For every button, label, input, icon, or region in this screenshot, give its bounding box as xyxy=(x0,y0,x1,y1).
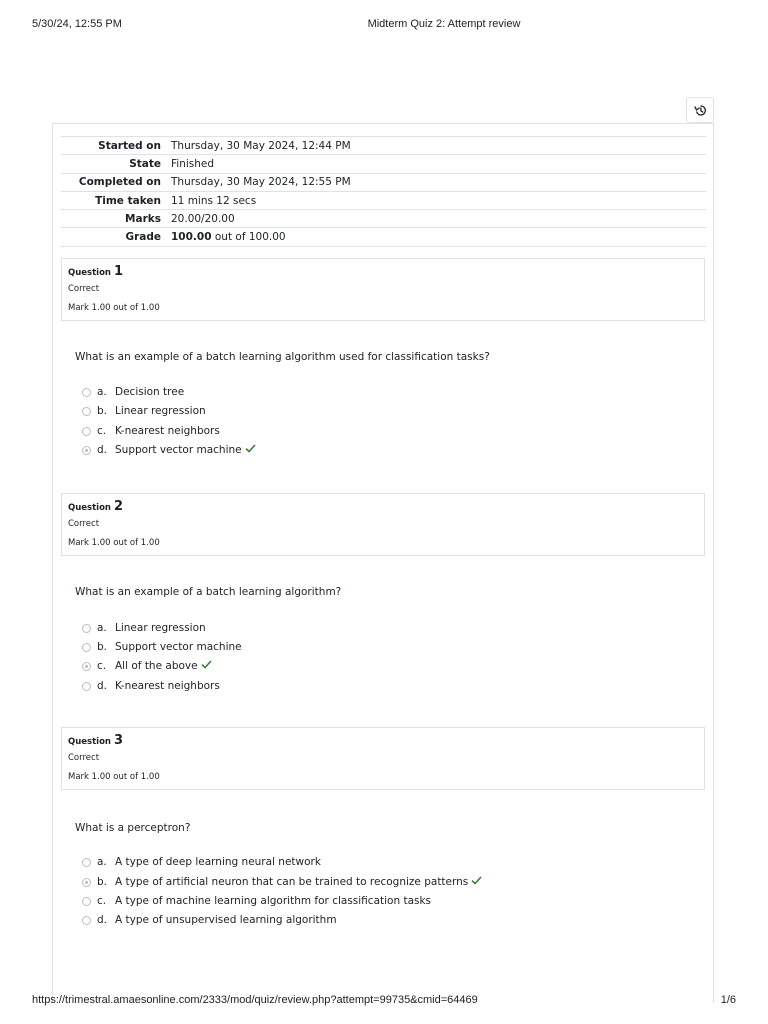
answer-option[interactable] xyxy=(82,425,220,437)
question-mark: Mark 1.00 out of 1.00 xyxy=(68,772,160,782)
answer-letter: d. xyxy=(97,680,108,692)
answer-letter: a. xyxy=(97,622,107,634)
answer-label: Support vector machine xyxy=(115,444,242,456)
radio-button[interactable] xyxy=(82,916,91,925)
question-number: Question 3 xyxy=(68,733,123,748)
radio-button-selected[interactable] xyxy=(82,878,91,887)
radio-button[interactable] xyxy=(82,407,91,416)
question-text: What is a perceptron? xyxy=(75,822,191,834)
answer-letter: b. xyxy=(97,876,108,888)
summary-value: Thursday, 30 May 2024, 12:44 PM xyxy=(171,139,351,152)
summary-row-grade xyxy=(61,228,706,246)
answer-option[interactable] xyxy=(82,680,220,692)
answer-letter: c. xyxy=(97,660,107,672)
question-info-box xyxy=(61,493,705,556)
question-number: Question 2 xyxy=(68,499,123,514)
summary-value xyxy=(167,228,706,246)
question-state: Correct xyxy=(68,519,100,529)
answer-option[interactable] xyxy=(82,386,184,398)
summary-row-marks xyxy=(61,210,706,228)
print-url: https://trimestral.amaesonline.com/2333/mod/quiz/review.php?attempt=99735&cmid=64469 xyxy=(32,994,478,1006)
radio-button[interactable] xyxy=(82,643,91,652)
radio-button-selected[interactable] xyxy=(82,662,91,671)
check-icon xyxy=(245,444,256,456)
radio-button-selected[interactable] xyxy=(82,446,91,455)
question-info-box xyxy=(61,258,705,321)
summary-label: Marks xyxy=(125,212,161,225)
answer-letter: d. xyxy=(97,444,108,456)
answer-label: A type of machine learning algorithm for classification tasks xyxy=(115,895,432,907)
summary-value: Finished xyxy=(171,157,215,170)
answer-option[interactable] xyxy=(82,914,337,926)
summary-row-completed xyxy=(61,173,706,191)
summary-value: 20.00/20.00 xyxy=(171,212,235,225)
summary-label: State xyxy=(129,157,161,170)
grade-value: 100.00 xyxy=(171,231,212,244)
answer-option[interactable] xyxy=(82,660,212,672)
question-state: Correct xyxy=(68,753,100,763)
answer-letter: b. xyxy=(97,405,108,417)
summary-row-started xyxy=(61,137,706,155)
question-info-box xyxy=(61,727,705,790)
radio-button[interactable] xyxy=(82,897,91,906)
question-text: What is an example of a batch learning algorithm used for classification tasks? xyxy=(75,351,490,363)
answer-letter: a. xyxy=(97,386,107,398)
check-icon xyxy=(471,876,482,888)
summary-label: Started on xyxy=(98,139,161,152)
radio-button[interactable] xyxy=(82,624,91,633)
summary-row-time-taken xyxy=(61,191,706,209)
summary-value: Thursday, 30 May 2024, 12:55 PM xyxy=(171,176,351,189)
summary-label: Completed on xyxy=(78,176,161,189)
summary-label: Grade xyxy=(125,231,161,244)
summary-value: 11 mins 12 secs xyxy=(171,194,257,207)
answer-letter: b. xyxy=(97,641,108,653)
summary-label: Time taken xyxy=(95,194,161,207)
answer-letter: c. xyxy=(97,425,107,437)
answer-label: Linear regression xyxy=(115,405,206,417)
answer-letter: d. xyxy=(97,914,108,926)
answer-label: Linear regression xyxy=(115,622,206,634)
answer-label: A type of artificial neuron that can be trained to recognize patterns xyxy=(115,876,469,888)
summary-row-state xyxy=(61,155,706,173)
answer-option[interactable] xyxy=(82,856,321,868)
answer-option[interactable] xyxy=(82,876,482,888)
radio-button[interactable] xyxy=(82,427,91,436)
answer-label: K-nearest neighbors xyxy=(115,680,220,692)
answer-label: Support vector machine xyxy=(115,641,242,653)
history-button[interactable] xyxy=(686,97,714,123)
question-text: What is an example of a batch learning algorithm? xyxy=(75,586,342,598)
question-mark: Mark 1.00 out of 1.00 xyxy=(68,303,160,313)
radio-button[interactable] xyxy=(82,388,91,397)
answer-option[interactable] xyxy=(82,405,206,417)
answer-letter: c. xyxy=(97,895,107,907)
question-number: Question 1 xyxy=(68,264,123,279)
print-datetime: 5/30/24, 12:55 PM xyxy=(32,18,122,30)
answer-label: All of the above xyxy=(115,660,198,672)
answer-letter: a. xyxy=(97,856,107,868)
answer-option[interactable] xyxy=(82,895,431,907)
review-page-frame xyxy=(52,123,714,1003)
answer-label: K-nearest neighbors xyxy=(115,425,220,437)
radio-button[interactable] xyxy=(82,858,91,867)
check-icon xyxy=(201,660,212,672)
answer-option[interactable] xyxy=(82,641,242,653)
history-icon xyxy=(694,104,707,117)
answer-label: A type of deep learning neural network xyxy=(115,856,321,868)
attempt-summary-table xyxy=(61,136,706,247)
radio-button[interactable] xyxy=(82,682,91,691)
question-mark: Mark 1.00 out of 1.00 xyxy=(68,538,160,548)
print-title: Midterm Quiz 2: Attempt review xyxy=(367,18,521,30)
answer-option[interactable] xyxy=(82,622,206,634)
answer-label: A type of unsupervised learning algorithm xyxy=(115,914,337,926)
print-page-number: 1/6 xyxy=(720,994,736,1006)
answer-label: Decision tree xyxy=(115,386,185,398)
grade-out-of: out of 100.00 xyxy=(211,231,286,244)
question-state: Correct xyxy=(68,284,100,294)
answer-option[interactable] xyxy=(82,444,256,456)
